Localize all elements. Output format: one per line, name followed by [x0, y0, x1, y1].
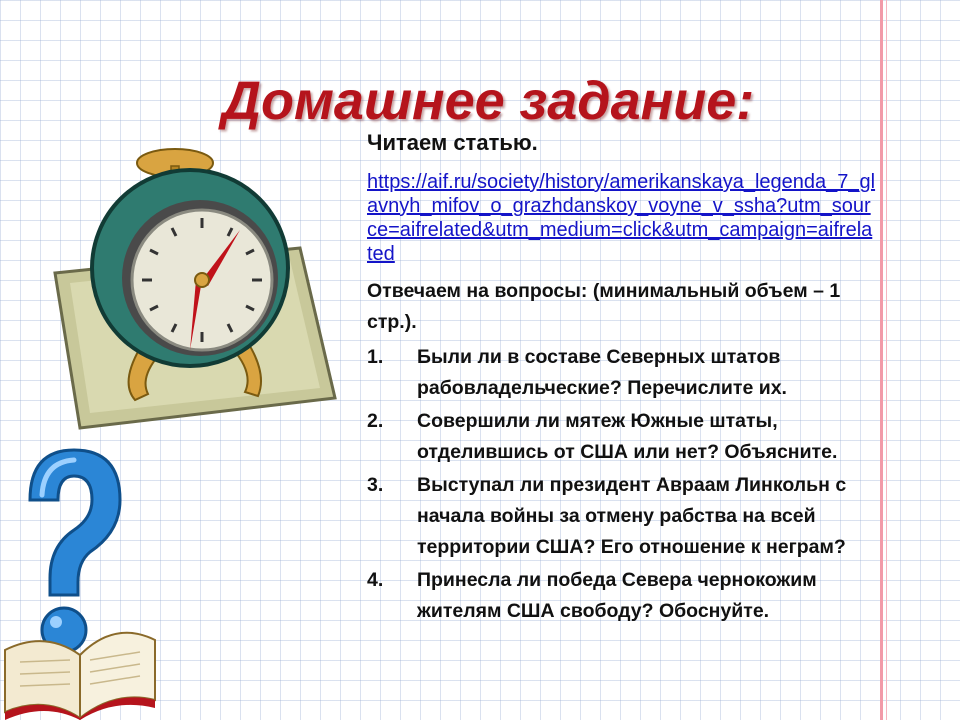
question-text: Выступал ли президент Авраам Линкольн с начала войны за отмену рабства на всей территории США? Его отношение к неграм? [417, 474, 847, 558]
question-item [367, 342, 887, 404]
assignment-content [367, 130, 887, 629]
question-text: Принесла ли победа Севера чернокожим жителям США свободу? Обоснуйте. [417, 569, 817, 622]
question-item [367, 470, 887, 563]
question-number: 4. [367, 569, 384, 591]
questions-list [367, 342, 887, 627]
question-item [367, 406, 887, 468]
question-number: 2. [367, 410, 384, 432]
question-text: Были ли в составе Северных штатов рабовладельческие? Перечислите их. [417, 346, 787, 399]
article-link[interactable]: https://aif.ru/society/history/amerikanskaya_legenda_7_glavnyh_mifov_o_grazhdanskoy_voyne_v_ssha?utm_source=aifrelated&utm_medium=click&utm_campaign=aifrelated [367, 171, 876, 265]
open-book-icon [0, 600, 160, 720]
question-item [367, 565, 887, 627]
slide-title: Домашнее задание: [222, 71, 755, 131]
reading-instruction: Читаем статью. [367, 130, 538, 155]
question-text: Совершили ли мятеж Южные штаты, отделившись от США или нет? Объясните. [417, 410, 838, 463]
question-number: 1. [367, 346, 384, 368]
alarm-clock-icon [40, 138, 340, 438]
questions-intro: Отвечаем на вопросы: (минимальный объем – 1 стр.). [367, 280, 841, 333]
question-number: 3. [367, 474, 384, 496]
